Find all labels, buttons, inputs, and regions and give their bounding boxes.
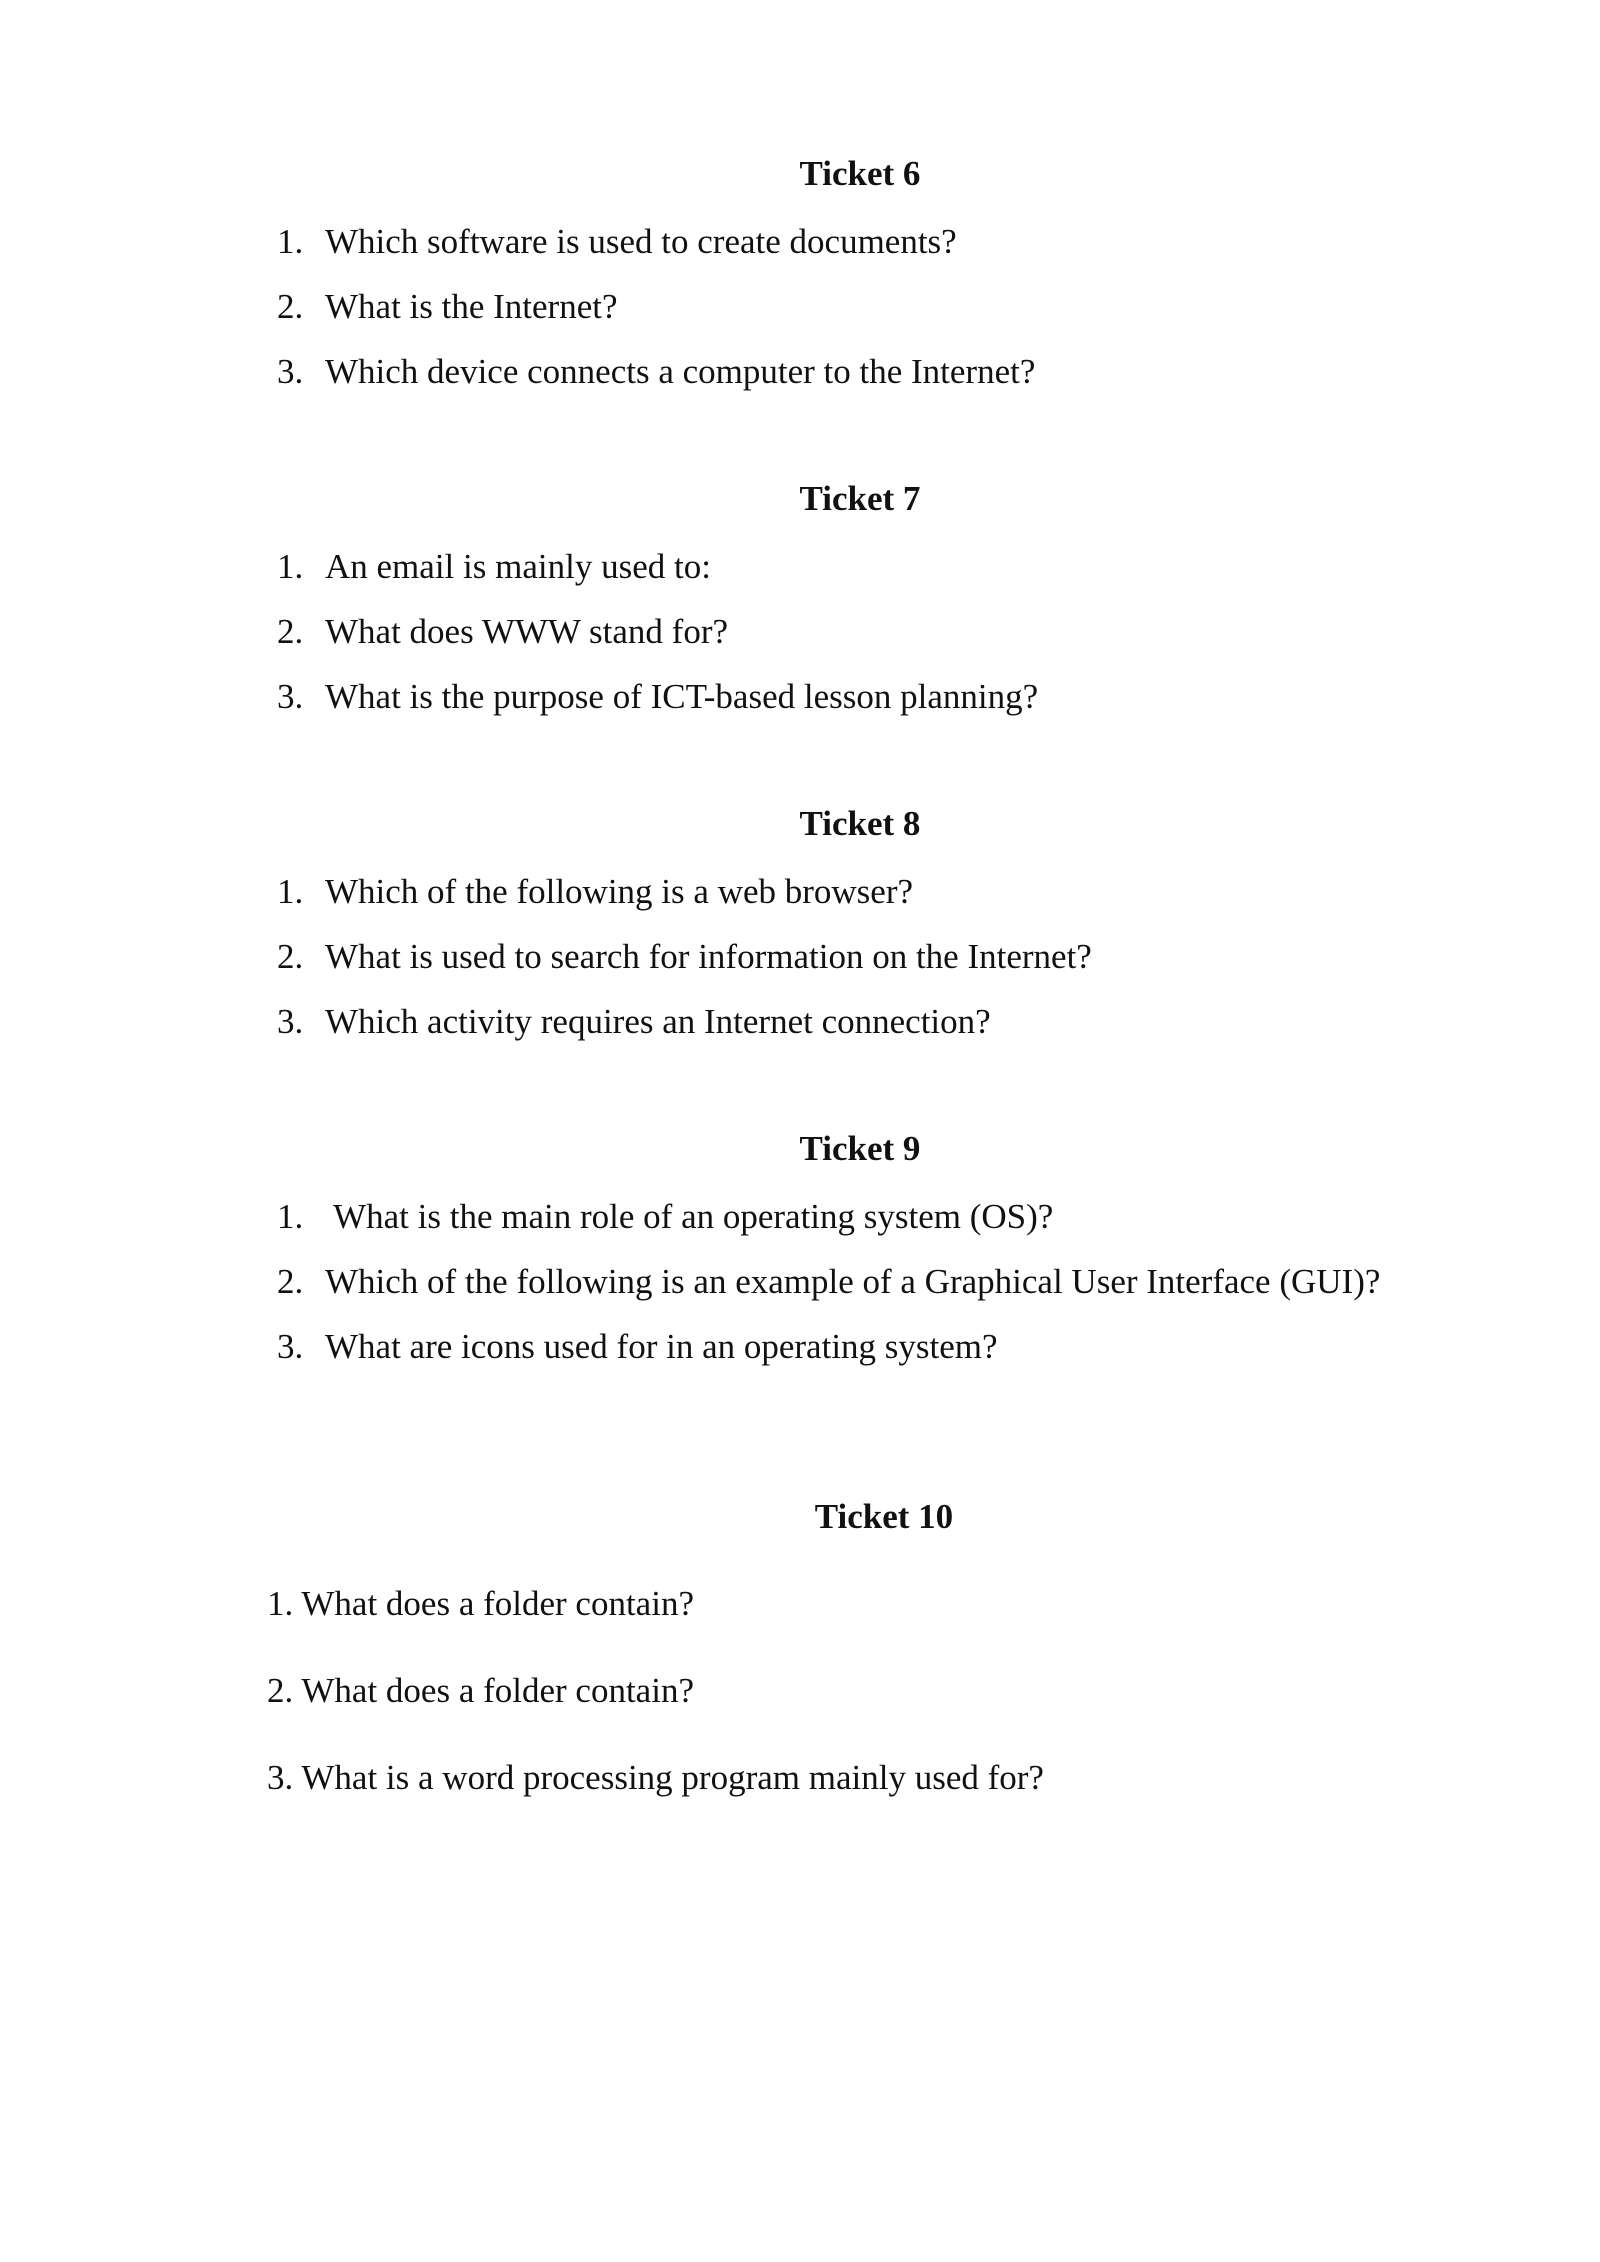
question-number: 2. [277, 1262, 304, 1301]
question-text: Which software is used to create documents? [325, 222, 957, 261]
question-number: 3. [277, 1002, 304, 1041]
ticket-10-question-2 [267, 1671, 694, 1711]
ticket-9-title: Ticket 9 [799, 1129, 921, 1168]
question-text: An email is mainly used to: [325, 547, 711, 586]
question-number: 3. [277, 677, 304, 716]
question-number: 3. [277, 1327, 304, 1366]
question-text: What does a folder contain? [301, 1671, 694, 1710]
question-text: Which activity requires an Internet connection? [325, 1002, 991, 1041]
question-number: 1. [277, 222, 304, 261]
question-number: 2. [277, 937, 304, 976]
ticket-7-title: Ticket 7 [799, 479, 921, 518]
question-number: 1. [277, 547, 304, 586]
ticket-6-title: Ticket 6 [799, 154, 921, 193]
question-text: Which of the following is a web browser? [325, 872, 914, 911]
question-number: 3. [267, 1758, 294, 1797]
question-number: 2. [277, 287, 304, 326]
ticket-10-title: Ticket 10 [814, 1497, 954, 1536]
question-number: 3. [277, 352, 304, 391]
question-number: 2. [277, 612, 304, 651]
ticket-10-question-3 [267, 1758, 1044, 1798]
question-text: What does WWW stand for? [325, 612, 729, 651]
question-text: What is the main role of an operating system (OS)? [325, 1197, 1054, 1236]
question-text: What is the purpose of ICT-based lesson planning? [325, 677, 1039, 716]
question-text: What is a word processing program mainly used for? [301, 1758, 1044, 1797]
question-text: What is the Internet? [325, 287, 618, 326]
question-text: What is used to search for information on the Internet? [325, 937, 1092, 976]
ticket-8-title: Ticket 8 [799, 804, 921, 843]
question-number: 1. [277, 872, 304, 911]
question-text: What does a folder contain? [301, 1584, 694, 1623]
question-text: Which device connects a computer to the Internet? [325, 352, 1036, 391]
ticket-10-question-1 [267, 1584, 694, 1624]
question-number: 1. [267, 1584, 294, 1623]
question-number: 2. [267, 1671, 294, 1710]
question-text: What are icons used for in an operating system? [325, 1327, 998, 1366]
question-number: 1. [277, 1197, 304, 1236]
question-text: Which of the following is an example of a Graphical User Interface (GUI)? [325, 1262, 1381, 1301]
